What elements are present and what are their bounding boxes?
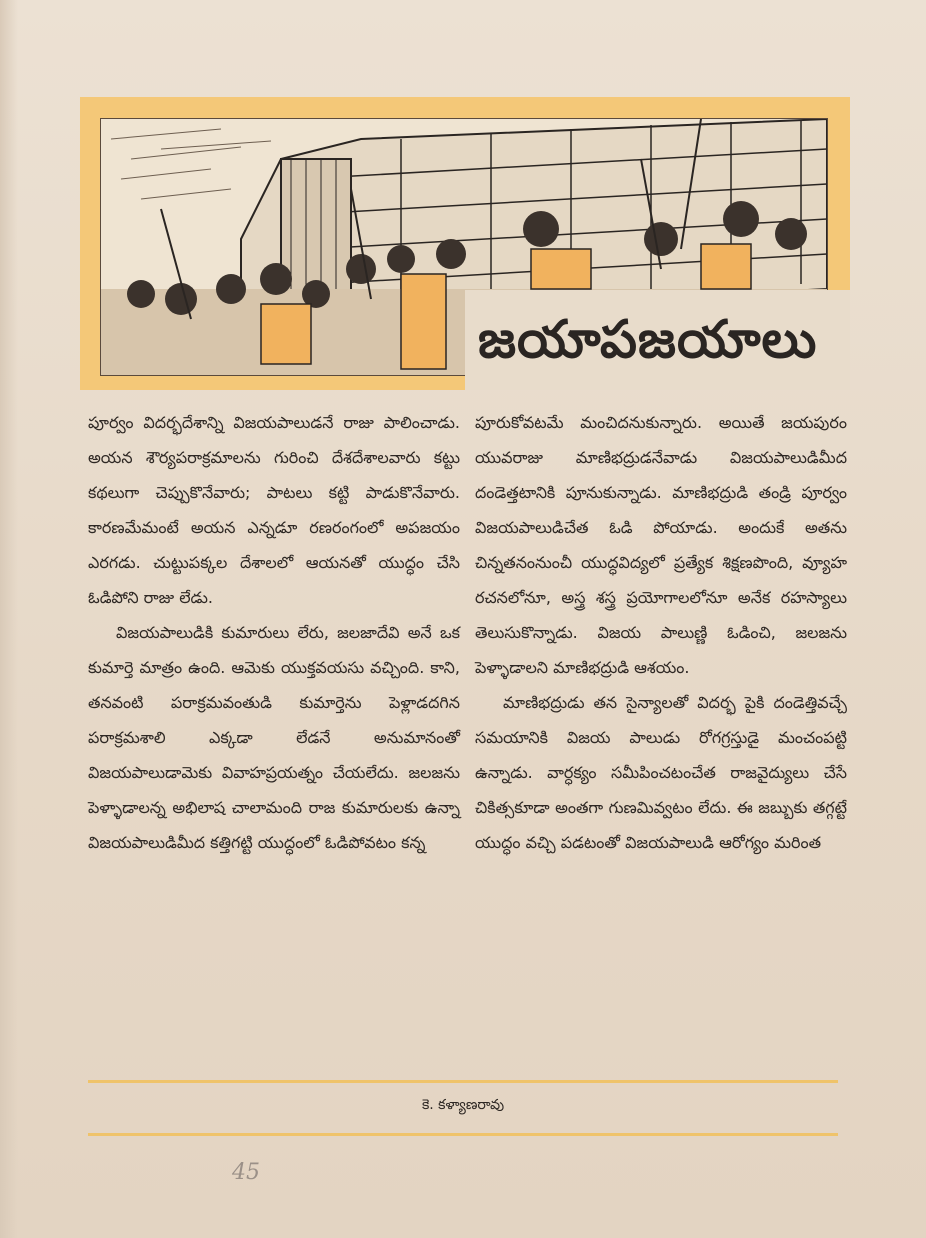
paragraph: పూర్వం విదర్భదేశాన్ని విజయపాలుడనే రాజు పాలించాడు. అయన శౌర్యపరాక్రమాలను గురించి దేశదేశాలవారు కట్టు కథలుగా చెప్పుకొనేవారు; పాటలు కట్టి పాడుకొనేవారు. కారణమేమంటే అయన ఎన్నడూ రణరంగంలో అపజయం ఎరగడు. చుట్టుపక్కల దేశాలలో ఆయనతో యుద్ధం చేసి ఓడిపోని రాజు లేడు.	[88, 413, 460, 607]
story-title: జయాపజయాలు	[478, 310, 818, 370]
author-credit: కె. కళ్యాణరావు	[421, 1097, 505, 1113]
divider-bottom	[88, 1133, 838, 1136]
page-mark: 45	[232, 1160, 260, 1185]
paragraph: పూరుకోవటమే మంచిదనుకున్నారు. అయితే జయపురం యువరాజు మాణిభద్రుడనేవాడు విజయపాలుడిమీద దండెత్తటానికి పూనుకున్నాడు. మాణిభద్రుడి తండ్రి పూర్వం విజయపాలుడిచేత ఓడి పోయాడు. అందుకే అతను చిన్నతనంనుంచీ యుద్ధవిద్యలో ప్రత్యేక శిక్షణపొంది, వ్యూహ రచనలోనూ, అస్త్ర శస్త్ర ప్రయోగాలలోనూ అనేక రహస్యాలు తెలుసుకొన్నాడు. విజయ పాలుణ్ణి ఓడించి, జలజను పెళ్ళాడాలని మాణిభద్రుడి ఆశయం.	[475, 413, 847, 677]
paragraph: విజయపాలుడికి కుమారులు లేరు, జలజాదేవి అనే ఒక కుమార్తె మాత్రం ఉంది. ఆమెకు యుక్తవయసు వచ్చింది. కాని, తనవంటి పరాక్రమవంతుడి కుమార్తెను పెళ్లాడదగిన పరాక్రమశాలి ఎక్కడా లేడనే అనుమానంతో విజయపాలుడామెకు వివాహప్రయత్నం చేయలేదు. జలజను పెళ్ళాడాలన్న అభిలాష చాలామంది రాజ కుమారులకు ఉన్నా విజయపాలుడిమీద కత్తిగట్టి యుద్ధంలో ఓడిపోవటం కన్న	[88, 623, 460, 852]
paragraph: మాణిభద్రుడు తన సైన్యాలతో విదర్భ పైకి దండెత్తివచ్చే సమయానికి విజయ పాలుడు రోగగ్రస్తుడై మంచంపట్టి ఉన్నాడు. వార్ధక్యం సమీపించటంచేత రాజవైద్యులు చేసే చికిత్సకూడా అంతగా గుణమివ్వటం లేదు. ఈ జబ్బుకు తగ్గట్టే యుద్ధం వచ్చి పడటంతో విజయపాలుడి ఆరోగ్యం మరింత	[475, 693, 847, 852]
text-column-left	[88, 405, 460, 860]
page-edge-shadow	[0, 0, 18, 1238]
text-column-right	[475, 405, 847, 860]
divider-top	[88, 1080, 838, 1083]
